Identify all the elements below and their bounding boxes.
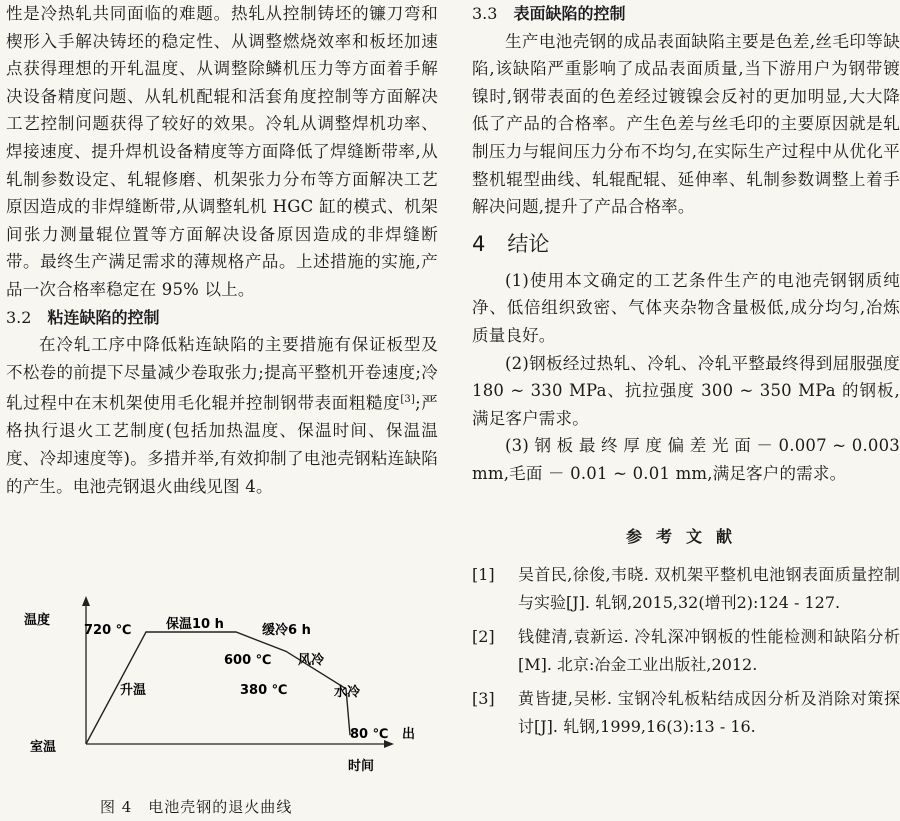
paragraph-text: ;严格执行退火工艺制度(包括加热温度、保温时间、保温温度、冷却速度等)。多措并举,有效抑制了电池壳钢粘连缺陷的产生。电池壳钢退火曲线见图 4。	[6, 393, 438, 496]
slow-cool-label: 缓冷6 h	[262, 623, 311, 638]
figure-caption: 图 4 电池壳钢的退火曲线	[100, 798, 293, 816]
section-heading-3-2	[6, 304, 438, 332]
room-temp-label: 室温	[30, 740, 57, 755]
reference-item	[472, 561, 900, 617]
references-title: 参考文献	[625, 526, 746, 546]
reference-item	[472, 685, 900, 741]
conclusion-3: (3) 钢 板 最 终 厚 度 偏 差 光 面 － 0.007 ~ 0.003 mm,毛面 － 0.01 ~ 0.01 mm,满足客户的需求。	[472, 436, 900, 483]
paragraph-surface-defects: 生产电池壳钢的成品表面缺陷主要是色差,丝毛印等缺陷,该缺陷严重影响了成品表面质量,当下游用户为钢带镀镍时,钢带表面的色差经过镀镍会反衬的更加明显,大大降低了产品的合格率。产生色差与丝毛印的主要原因就是轧制压力与辊间压力分布不均匀,在实际生产过程中从优化平整机辊型曲线、轧辊配辊、延伸率、轧制参数调整上着手解决问题,提升了产品合格率。	[472, 31, 900, 217]
y-axis-label: 温度	[24, 613, 51, 628]
y-axis-arrow	[82, 596, 90, 606]
out-label: 出	[402, 727, 416, 742]
temp-80-label: 80 ℃	[350, 727, 389, 742]
section-heading-3-3	[472, 0, 900, 28]
references-list	[472, 561, 900, 741]
reference-number: [3]	[472, 688, 495, 708]
reference-text: 吴首民,徐俊,韦晓. 双机架平整机电池钢表面质量控制与实验[J]. 轧钢,2015,32(增刊2):124 - 127.	[518, 564, 900, 612]
citation[interactable]: [3]	[400, 394, 416, 406]
annealing-curve-chart	[0, 596, 440, 796]
reference-item	[472, 623, 900, 679]
conclusion-2: (2)钢板经过热轧、冷轧、冷轧平整最终得到屈服强度 180 ~ 330 MPa、抗拉强度 300 ~ 350 MPa 的钢板,满足客户需求。	[472, 353, 900, 428]
paragraph-hot-cold-rolling: 性是冷热轧共同面临的难题。热轧从控制铸坯的镰刀弯和楔形入手解决铸坯的稳定性、从调整燃烧效率和板坯加速点获得理想的开轧温度、从调整除鳞机压力等方面着手解决设备精度问题、从轧机配辊和活套角度控制等方面解决工艺控制问题获得了较好的效果。冷轧从调整焊机功率、焊接速度、提升焊机设备精度等方面降低了焊缝断带率,从轧制参数设定、轧辊修磨、机架张力分布等方面解决工艺原因造成的非焊缝断带,从调整轧机 HGC 缸的模式、机架间张力测量辊位置等方面解决设备原因造成的非焊缝断带。最终生产满足需求的薄规格产品。上述措施的实施,产品一次合格率稳定在 95% 以上。	[6, 4, 438, 299]
heating-label: 升温	[120, 683, 147, 698]
reference-text: 黄皆捷,吴彬. 宝钢冷轧板粘结成因分析及消除对策探讨[J]. 轧钢,1999,16(3):13 - 16.	[518, 688, 900, 736]
reference-text: 钱健清,袁新运. 冷轧深冲钢板的性能检测和缺陷分析[M]. 北京:冶金工业出版社,2012.	[518, 626, 900, 674]
paragraph-adhesion-control	[6, 331, 438, 500]
section-number: 3.2	[6, 307, 32, 327]
air-cool-label: 风冷	[298, 653, 325, 668]
temp-600-label: 600 ℃	[224, 653, 272, 668]
x-axis-label: 时间	[348, 759, 375, 774]
temp-380-label: 380 ℃	[240, 683, 288, 698]
reference-number: [1]	[472, 564, 495, 584]
paragraph-text: 在冷轧工序中降低粘连缺陷的主要措施有保证板型及不松卷的前提下尽量减少卷取张力;提高平整机开卷速度;冷轧过程中在末机架使用毛化辊并控制钢带表面粗糙度	[6, 335, 438, 413]
section-heading-4	[472, 227, 900, 261]
conclusion-1: (1)使用本文确定的工艺条件生产的电池壳钢钢质纯净、低倍组织致密、气体夹杂物含量极低,成分均匀,冶炼质量良好。	[472, 270, 900, 345]
left-column	[6, 0, 438, 500]
reference-number: [2]	[472, 626, 495, 646]
annealing-figure	[0, 596, 440, 821]
water-cool-label: 水冷	[334, 685, 361, 700]
section-title: 表面缺陷的控制	[513, 4, 626, 23]
section-number: 4	[472, 231, 486, 256]
section-title: 结论	[507, 231, 550, 256]
right-column	[472, 0, 900, 747]
hold-label: 保温10 h	[166, 617, 224, 632]
temp-720-label: 720 ℃	[84, 623, 132, 638]
section-number: 3.3	[472, 4, 498, 23]
section-title: 粘连缺陷的控制	[47, 307, 160, 327]
